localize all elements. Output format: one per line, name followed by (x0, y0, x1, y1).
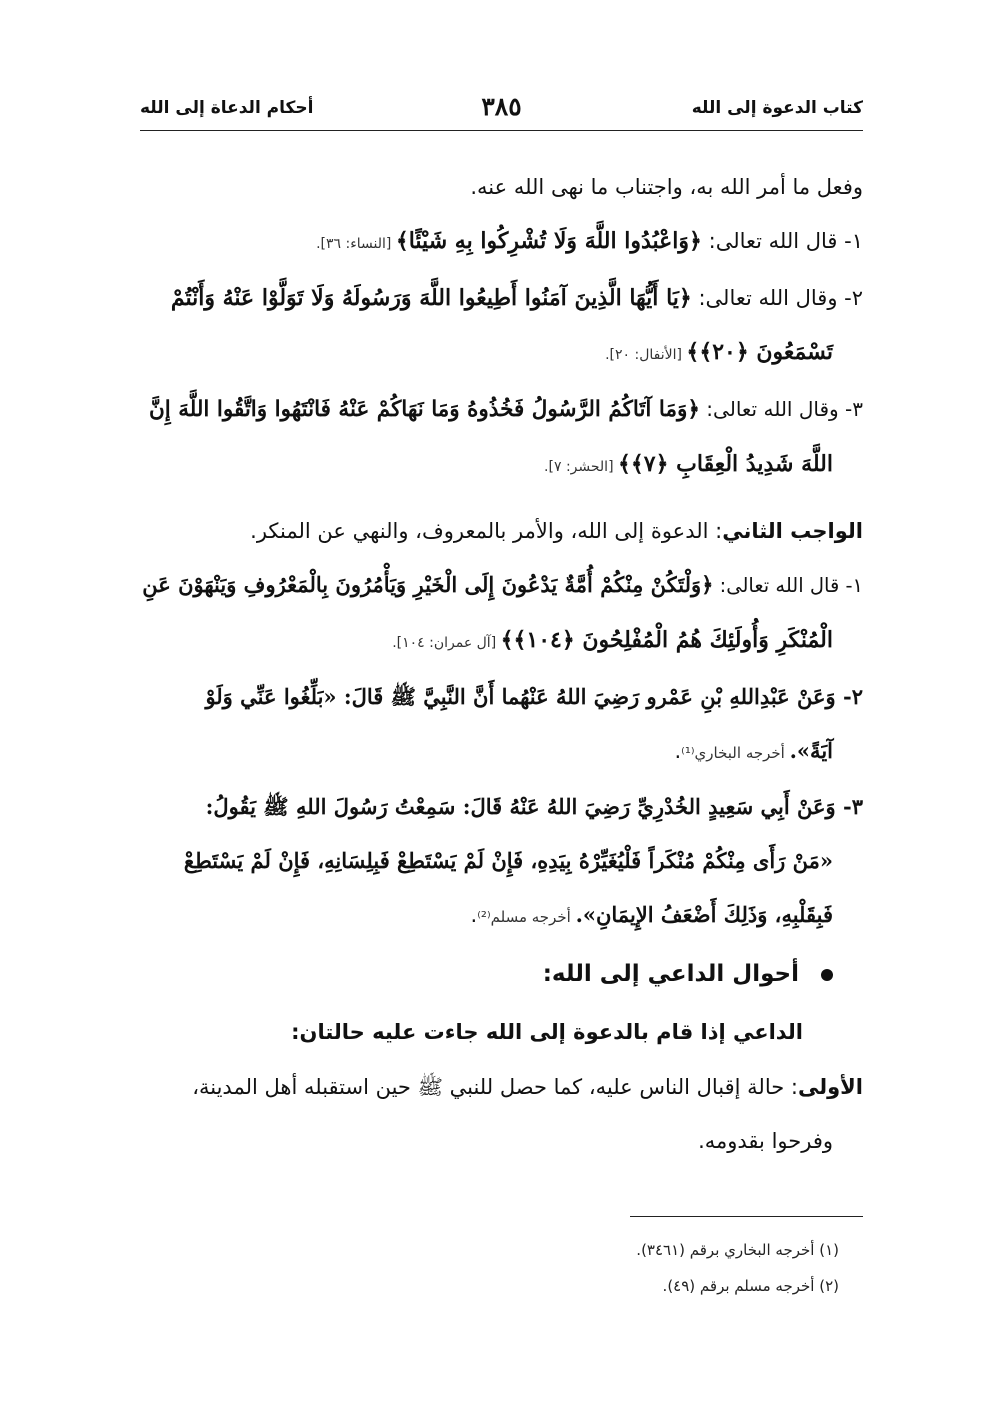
text-lines (140, 160, 863, 944)
first-case-text: : حالة إقبال الناس عليه، كما حصل للنبي ﷺ حين استقبله أهل المدينة، (192, 1075, 798, 1099)
line-text: ١- قال الله تعالى: (701, 229, 863, 253)
section-heading-text: أحوال الداعي إلى الله: (542, 961, 799, 987)
page-body (140, 160, 863, 1168)
text-line (140, 613, 863, 670)
text-line (140, 437, 863, 494)
quran-verse: الْمُنْكَرِ وَأُولَئِكَ هُمُ الْمُفْلِحُونَ ﴿١٠٤﴾﴾ (500, 627, 833, 653)
text-line (140, 160, 863, 214)
verse-reference: [النساء: ٣٦]. (316, 236, 396, 252)
page-header (140, 92, 863, 128)
footnotes (140, 1232, 863, 1304)
line-text: أخرجه مسلم (490, 908, 576, 926)
line-text: ⁽¹⁾ (681, 744, 695, 762)
book-title: كتاب الدعوة إلى الله (691, 98, 863, 118)
page-number: ٣٨٥ (481, 92, 522, 121)
first-case-line (140, 1060, 863, 1114)
line-text: وفعل ما أمر الله به، واجتناب ما نهى الله عنه. (470, 175, 863, 199)
line-text: ٣- وقال الله تعالى: (699, 397, 863, 421)
text-line (140, 558, 863, 613)
first-case-continuation: وفرحوا بقدومه. (698, 1129, 833, 1153)
hadith-text: آيَةً». (789, 738, 833, 763)
quran-verse: ﴿يَا أَيُّهَا الَّذِينَ آمَنُوا أَطِيعُوا اللَّهَ وَرَسُولَهُ وَلَا تَوَلَّوْا عَنْهُ وَأَنْتُمْ (170, 285, 692, 311)
text-line (140, 780, 863, 834)
verse-reference: [آل عمران: ١٠٤]. (392, 635, 501, 651)
footnote-2: (٢) أخرجه مسلم برقم (٤٩). (662, 1277, 839, 1295)
line-text: : الدعوة إلى الله، والأمر بالمعروف، والنهي عن المنكر. (250, 519, 723, 543)
verse-reference: [الحشر: ٧]. (544, 459, 618, 475)
line-text: . (674, 739, 682, 763)
line-text: . (470, 903, 478, 927)
text-line (140, 670, 863, 724)
line-text: ١- قال الله تعالى: (713, 574, 863, 597)
line-text: أخرجه البخاري (694, 744, 790, 762)
text-line (140, 888, 863, 944)
text-line (140, 504, 863, 558)
text-line (140, 325, 863, 382)
spacer (140, 494, 863, 504)
text-line (140, 214, 863, 271)
text-line (140, 834, 863, 888)
sub-heading: الداعي إذا قام بالدعوة إلى الله جاءت عليه حالتان: (291, 1020, 803, 1044)
bullet-icon (821, 969, 833, 981)
text-line (140, 382, 863, 437)
text-line (140, 724, 863, 780)
quran-verse: تَسْمَعُونَ ﴿٢٠﴾﴾ (686, 339, 833, 365)
hadith-text: فَبِقَلْبِهِ، وَذَلِكَ أَضْعَفُ الإِيمَانِ». (575, 902, 833, 927)
first-case-label: الأولى (797, 1075, 863, 1099)
hadith-text: «مَنْ رَأَى مِنْكُمْ مُنْكَراً فَلْيُغَيِّرْهُ بِيَدِهِ، فَإِنْ لَمْ يَسْتَطِعْ فَبِلِسَانِهِ، فَإِنْ لَمْ يَسْتَطِعْ (183, 848, 833, 873)
section-heading (140, 944, 863, 1004)
verse-reference: [الأنفال: ٢٠]. (605, 347, 687, 363)
text-line (140, 271, 863, 325)
quran-verse: ﴿وَاعْبُدُوا اللَّهَ وَلَا تُشْرِكُوا بِهِ شَيْئًا﴾ (395, 228, 702, 254)
quran-verse: ﴿وَلْتَكُنْ مِنْكُمْ أُمَّةٌ يَدْعُونَ إِلَى الْخَيْرِ وَيَأْمُرُونَ بِالْمَعْرُوفِ وَيَنْهَوْنَ عَنِ (142, 572, 714, 597)
line-text: ٢- وقال الله تعالى: (691, 286, 863, 310)
chapter-title: أحكام الدعاة إلى الله (140, 98, 314, 118)
header-divider (140, 130, 863, 131)
hadith-text: ٢- وَعَنْ عَبْدِاللهِ بْنِ عَمْرو رَضِيَ اللهُ عَنْهُما أَنَّ النَّبِيَّ ﷺ قَالَ: «بَلِّغُوا عَنِّي وَلَوْ (205, 684, 863, 709)
footnote-1: (١) أخرجه البخاري برقم (٣٤٦١). (636, 1241, 839, 1259)
quran-verse: ﴿وَمَا آتَاكُمُ الرَّسُولُ فَخُذُوهُ وَمَا نَهَاكُمْ عَنْهُ فَانْتَهُوا وَاتَّقُوا اللَّهَ إِنَّ (148, 397, 700, 422)
hadith-text: ٣- وَعَنْ أَبِي سَعِيدٍ الخُدْرِيِّ رَضِيَ اللهُ عَنْهُ قَالَ: سَمِعْتُ رَسُولَ اللهِ ﷺ يَقُولُ: (205, 794, 863, 819)
footnote-divider (630, 1216, 863, 1217)
line-text: الواجب الثاني (722, 519, 863, 543)
line-text: ⁽²⁾ (477, 908, 491, 926)
quran-verse: اللَّهَ شَدِيدُ الْعِقَابِ ﴿٧﴾﴾ (618, 451, 833, 477)
